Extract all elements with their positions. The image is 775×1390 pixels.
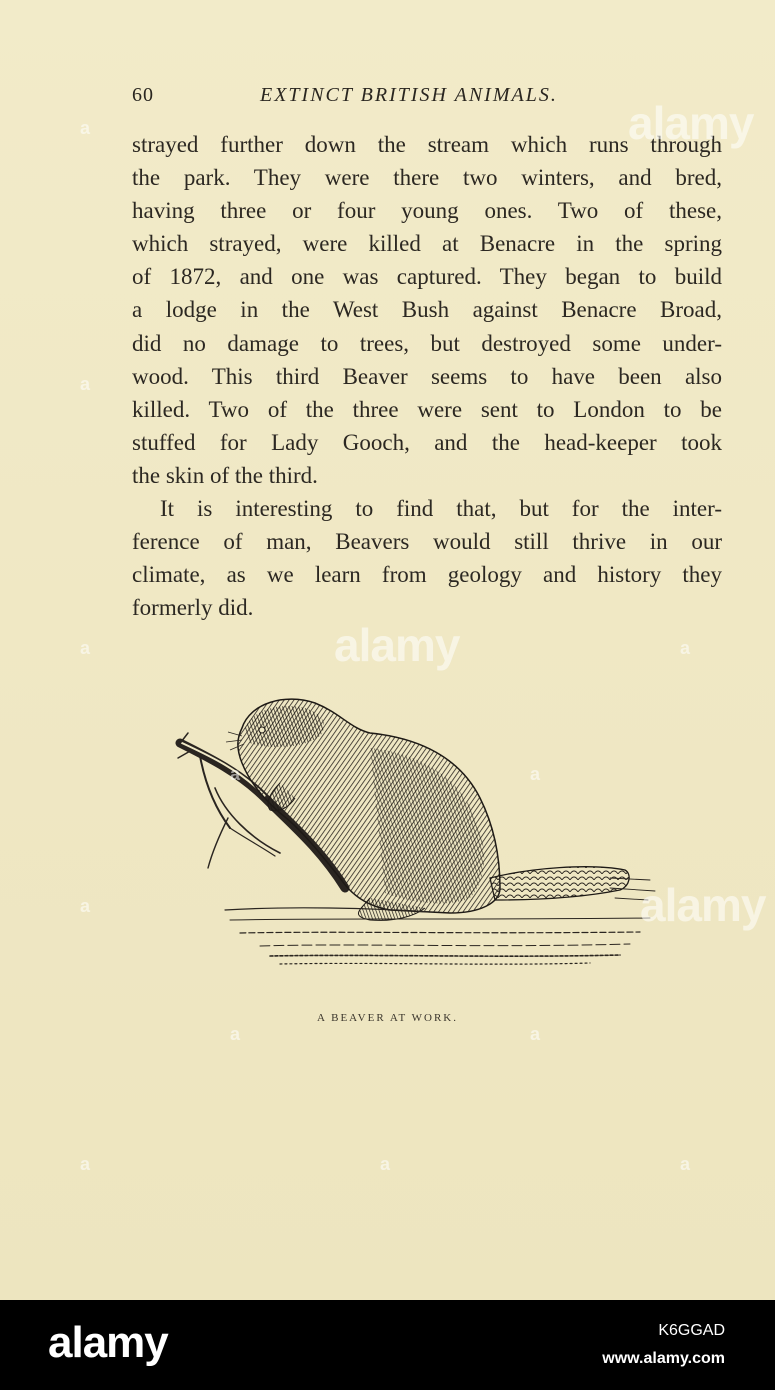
text-line: which strayed, were killed at Benacre in the spring <box>132 231 722 257</box>
illustration-caption: A BEAVER AT WORK. <box>317 1012 458 1024</box>
text-line: formerly did. <box>132 595 254 621</box>
body-text <box>132 128 722 624</box>
image-id: K6GGAD <box>658 1322 725 1339</box>
text-line: stuffed for Lady Gooch, and the head-keeper took <box>132 429 722 455</box>
watermark-mark: a <box>530 764 541 784</box>
alamy-logo: alamy <box>48 1318 168 1367</box>
watermark: alamy <box>628 97 754 149</box>
text-line: the park. They were there two winters, and bred, <box>132 165 722 191</box>
watermark-mark: a <box>680 638 691 658</box>
beaver-body <box>226 699 500 920</box>
text-line: strayed further down the stream which runs through <box>132 132 722 157</box>
watermark: alamy <box>640 879 766 931</box>
watermark: alamy <box>334 619 460 671</box>
text-line: having three or four young ones. Two of these, <box>132 198 722 224</box>
paragraph-1 <box>132 128 722 492</box>
watermark-mark: a <box>80 638 91 658</box>
page-number: 60 <box>132 84 154 106</box>
watermark-mark: a <box>380 1154 391 1174</box>
watermark-mark: a <box>230 764 241 784</box>
watermark-mark: a <box>230 1024 241 1044</box>
watermark-mark: a <box>80 1154 91 1174</box>
text-line: killed. Two of the three were sent to London to be <box>132 396 722 422</box>
watermark-mark: a <box>680 1154 691 1174</box>
text-line: ference of man, Beavers would still thrive in our <box>132 529 722 555</box>
watermark-mark: a <box>80 374 91 394</box>
paragraph-2 <box>132 492 722 624</box>
text-line: did no damage to trees, but destroyed some under- <box>132 330 722 356</box>
text-line: a lodge in the West Bush against Benacre Broad, <box>132 297 722 323</box>
watermark-mark: a <box>80 896 91 916</box>
watermark-mark: a <box>530 1024 541 1044</box>
beaver-illustration <box>170 688 660 978</box>
text-line: climate, as we learn from geology and history they <box>132 562 722 588</box>
stock-footer <box>0 1300 775 1390</box>
watermark-mark: a <box>80 118 91 138</box>
text-line: of 1872, and one was captured. They began to build <box>132 264 722 290</box>
text-line: wood. This third Beaver seems to have been also <box>132 363 722 389</box>
running-title: EXTINCT BRITISH ANIMALS. <box>260 84 558 106</box>
text-line: It is interesting to find that, but for the inter- <box>160 496 722 522</box>
beaver-tail <box>490 867 629 900</box>
footer-url: www.alamy.com <box>602 1350 725 1367</box>
text-line: the skin of the third. <box>132 462 318 488</box>
